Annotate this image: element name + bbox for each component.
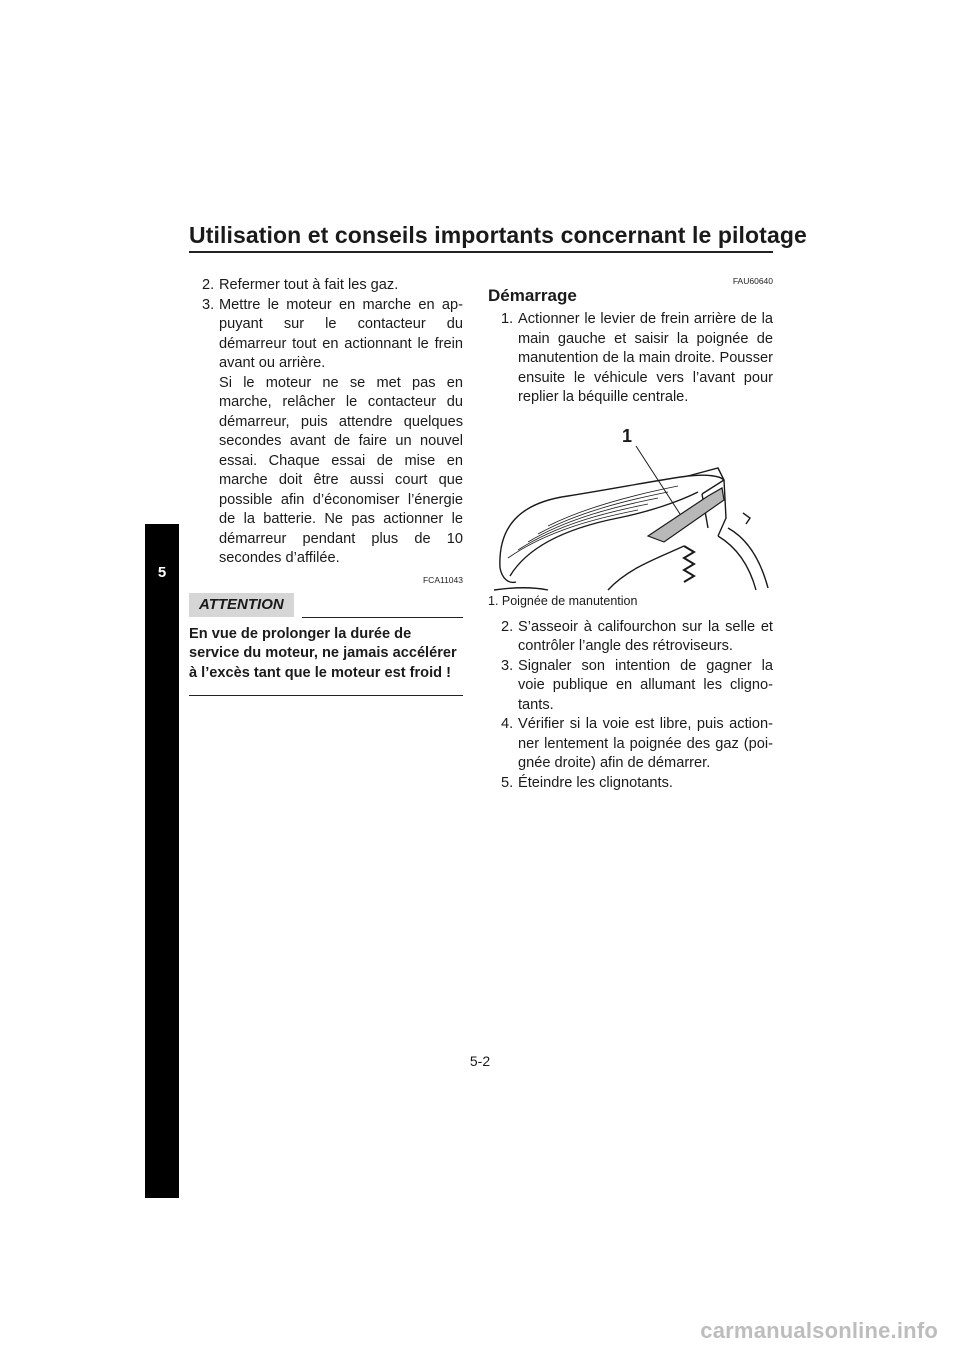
list-item — [488, 657, 773, 716]
scooter-seat-figure — [488, 418, 773, 593]
step-text: Mettre le moteur en marche en appuyant sur le contacteur du démarreur tout en actionnant le frein avant ou arrière. — [219, 296, 463, 371]
chapter-number: 5 — [157, 564, 167, 581]
step-text: Vérifier si la voie est libre, puis actionner lentement la poignée des gaz (poignée droite) afin de démarrer. — [518, 716, 773, 771]
section-code: FAU60640 — [732, 276, 773, 286]
step-text: Signaler son intention de gagner la voie publique en allumant les clignotants. — [518, 657, 773, 713]
watermark: carmanualsonline.info — [700, 1318, 938, 1343]
right-steps-list-1 — [488, 310, 773, 408]
step-text: Éteindre les clignotants. — [518, 774, 673, 791]
figure-caption: 1. Poignée de manutention — [488, 593, 638, 608]
right-steps-list-2 — [488, 618, 773, 794]
chapter-tab — [145, 524, 179, 1198]
list-item — [488, 715, 773, 774]
left-steps-list — [189, 276, 463, 569]
section-title: Démarrage — [488, 286, 577, 305]
attention-header — [189, 593, 463, 619]
step-text: S’asseoir à califourchon sur la selle et contrôler l’angle des rétroviseurs. — [518, 618, 773, 654]
step-number: 2. — [202, 277, 215, 293]
page-header — [189, 222, 807, 253]
attention-code: FCA11043 — [422, 574, 463, 585]
right-column — [488, 276, 773, 793]
step-number: 5. — [501, 774, 514, 791]
left-column — [189, 276, 463, 696]
page-title: Utilisation et conseils importants concernant le pilotage — [189, 222, 807, 248]
list-item — [488, 310, 773, 408]
step-note: Si le moteur ne se met pas en marche, relâcher le contacteur du démarreur, puis attendre quelques secondes avant de faire un nouvel essai. Chaque essai de mise en marche doit être aussi court que possible afin d’économiser l’énergie de la batterie. Ne pas actionner le démarreur pendant plus de 10 secondes d’affilée. — [219, 374, 463, 566]
step-number: 3. — [202, 296, 215, 313]
step-number: 4. — [501, 716, 514, 732]
step-number: 3. — [501, 657, 514, 674]
page-number: 5-2 — [469, 1053, 491, 1069]
attention-text: En vue de prolonger la durée de service du moteur, ne jamais accélérer à l’excès tant que le moteur est froid ! — [189, 625, 463, 697]
list-item — [189, 276, 463, 296]
list-item — [488, 618, 773, 657]
attention-label: ATTENTION — [189, 593, 294, 617]
step-text: Actionner le levier de frein arrière de la main gauche et saisir la poignée de manutention de la main droite. Pousser ensuite le véhicule vers l’avant pour replier la béquille centrale. — [518, 311, 773, 405]
step-number: 2. — [501, 618, 514, 635]
figure-callout-number: 1 — [622, 425, 633, 446]
list-item — [189, 296, 463, 569]
attention-rule — [302, 617, 463, 618]
list-item — [488, 774, 773, 794]
step-number: 1. — [501, 311, 514, 327]
step-text: Refermer tout à fait les gaz. — [219, 277, 399, 293]
